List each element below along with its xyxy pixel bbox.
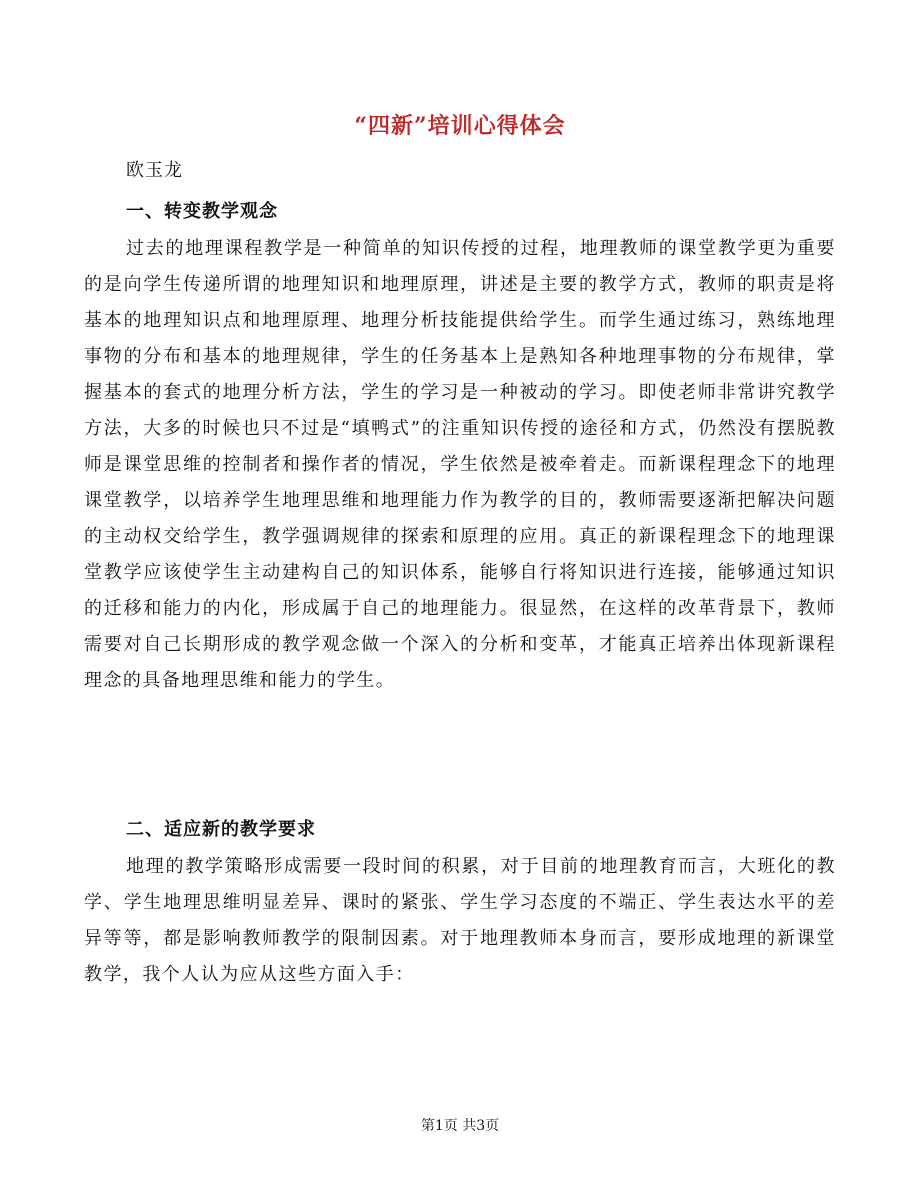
section-paragraph-1: 过去的地理课程教学是一种简单的知识传授的过程，地理教师的课堂教学更为重要的是向学生传递所谓的地理知识和地理原理，讲述是主要的教学方式，教师的职责是将基本的地理知识点和地理原理、地理分析技能提供给学生。而学生通过练习，熟练地理事物的分布和基本的地理规律，学生的任务基本上是熟知各种地理事物的分布规律，掌握基本的套式的地理分析方法，学生的学习是一种被动的学习。即使老师非常讲究教学方法，大多的时候也只不过是“填鸭式”的注重知识传授的途径和方式，仍然没有摆脱教师是课堂思维的控制者和操作者的情况，学生依然是被牵着走。而新课程理念下的地理课堂教学，以培养学生地理思维和地理能力作为教学的目的，教师需要逐渐把解决问题的主动权交给学生，教学强调规律的探索和原理的应用。真正的新课程理念下的地理课堂教学应该使学生主动建构自己的知识体系，能够自行将知识进行连接，能够通过知识的迁移和能力的内化，形成属于自己的地理能力。很显然，在这样的改革背景下，教师需要对自己长期形成的教学观念做一个深入的分析和变革，才能真正培养出体现新课程理念的具备地理思维和能力的学生。 — [84, 238, 836, 691]
section-heading-1: 一、转变教学观念 — [126, 201, 278, 222]
section-heading-2: 二、适应新的教学要求 — [126, 819, 316, 840]
page-footer: 第1页 共3页 — [420, 1118, 500, 1134]
section-paragraph-2: 地理的教学策略形成需要一段时间的积累，对于目前的地理教育而言，大班化的教学、学生地理思维明显差异、课时的紧张、学生学习态度的不端正、学生表达水平的差异等等，都是影响教师教学的限制因素。对于地理教师本身而言，要形成地理的新课堂教学，我个人认为应从这些方面入手： — [84, 856, 836, 985]
document-title: “四新”培训心得体会 — [354, 113, 566, 139]
author-name: 欧玉龙 — [126, 160, 183, 181]
